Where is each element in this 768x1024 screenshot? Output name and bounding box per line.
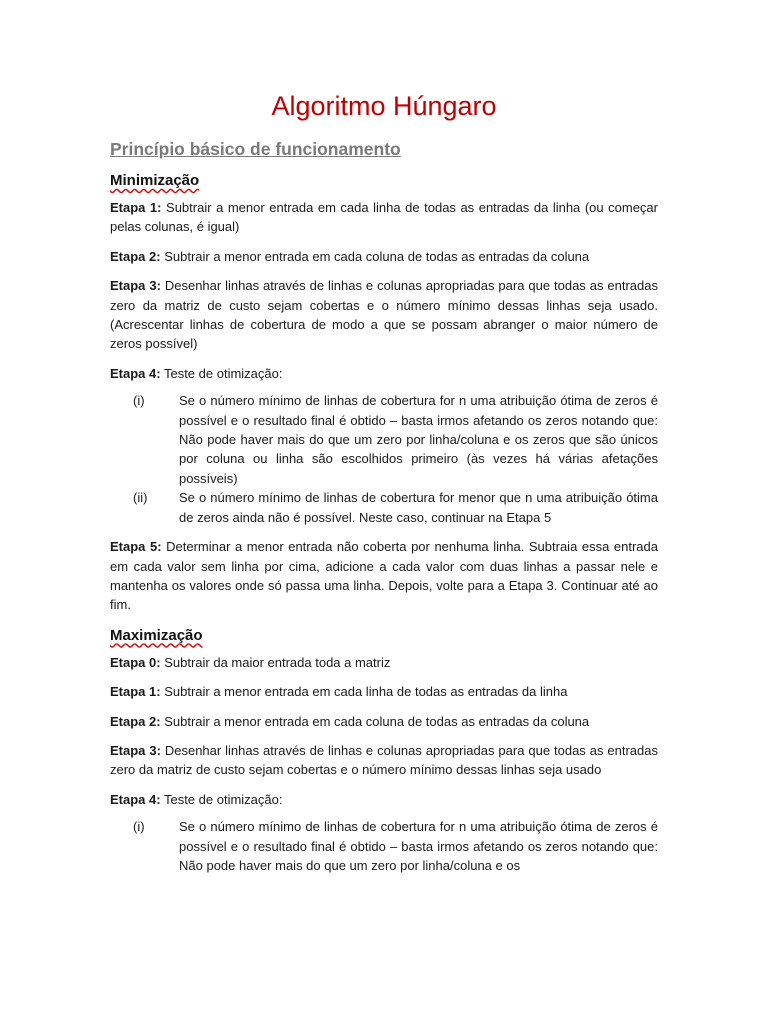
step-label: Etapa 4:: [110, 365, 161, 381]
min-step-5: [110, 537, 658, 615]
section-heading-minimizacao: Minimização: [110, 172, 200, 189]
list-marker: (i): [133, 819, 145, 835]
document-title: Algoritmo Húngaro: [271, 91, 497, 121]
min-step-2: [110, 247, 658, 266]
min-step-4: [110, 364, 658, 383]
max-step-2: [110, 712, 658, 731]
min-step-1: [110, 198, 658, 237]
step-text: Desenhar linhas através de linhas e colunas apropriadas para que todas as entradas zero da matriz de custo sejam cobertas e o número mínimo dessas linhas seja usado: [110, 742, 658, 778]
step-label: Etapa 2:: [110, 248, 161, 264]
min-step-3: [110, 276, 658, 354]
step-label: Etapa 1:: [110, 200, 162, 215]
step-text: Teste de otimização:: [163, 365, 283, 381]
max-step-4: [110, 790, 658, 809]
step-label: Etapa 1:: [110, 684, 161, 700]
step-label: Etapa 4:: [110, 791, 161, 807]
step-label: Etapa 2:: [110, 713, 161, 729]
document-page: [110, 86, 658, 885]
list-item-text: Se o número mínimo de linhas de cobertura for menor que n uma atribuição ótima de zeros ainda não é possível. Neste caso, continuar na Etapa 5: [179, 490, 658, 525]
step-text: Desenhar linhas através de linhas e colunas apropriadas para que todas as entradas zero da matriz de custo sejam cobertas e o número mínimo dessas linhas seja usado. (Acrescentar linhas de cobertura de modo a que se possam abranger o maior número de zeros possível): [110, 278, 658, 352]
max-step-0: [110, 653, 658, 672]
list-item: [110, 488, 658, 527]
step-text: Determinar a menor entrada não coberta por nenhuma linha. Subtraia essa entrada em cada valor sem linha por cima, adicione a cada valor com duas linhas a passar nele e mantenha os valores onde só passa uma linha. Depois, volte para a Etapa 3. Continuar até ao fim.: [110, 539, 658, 613]
document-subtitle: Princípio básico de funcionamento: [110, 139, 401, 159]
min-step-4-sublist: [110, 391, 658, 527]
list-marker: (ii): [133, 490, 148, 506]
list-item-text: Se o número mínimo de linhas de cobertura for n uma atribuição ótima de zeros é possível e o resultado final é obtido – basta irmos afetando os zeros notando que: Não pode haver mais do que um zero por linha/coluna e os zeros que são únicos por coluna ou linha são escolhidos primeiro (às vezes há várias afetações possíveis): [179, 393, 658, 486]
section-heading-maximizacao: Maximização: [110, 626, 203, 644]
list-item: [110, 391, 658, 488]
step-label: Etapa 0:: [110, 654, 161, 670]
step-text: Subtrair a menor entrada em cada coluna de todas as entradas da coluna: [164, 248, 590, 264]
step-label: Etapa 3:: [110, 742, 161, 758]
step-label: Etapa 5:: [110, 539, 162, 555]
step-label: Etapa 3:: [110, 278, 161, 294]
list-item: [110, 817, 658, 875]
list-marker: (i): [133, 393, 145, 409]
max-step-3: [110, 741, 658, 780]
step-text: Subtrair a menor entrada em cada coluna de todas as entradas da coluna: [164, 713, 590, 729]
step-text: Subtrair da maior entrada toda a matriz: [164, 654, 391, 670]
step-text: Subtrair a menor entrada em cada linha de todas as entradas da linha (ou começar pelas colunas, é igual): [110, 200, 658, 235]
max-step-1: [110, 682, 658, 701]
step-text: Subtrair a menor entrada em cada linha de todas as entradas da linha: [164, 684, 568, 700]
max-step-4-sublist: [110, 817, 658, 875]
step-text: Teste de otimização:: [163, 791, 283, 807]
list-item-text: Se o número mínimo de linhas de cobertura for n uma atribuição ótima de zeros é possível e o resultado final é obtido – basta irmos afetando os zeros notando que: Não pode haver mais do que um zero por linha/coluna e os: [179, 819, 658, 873]
